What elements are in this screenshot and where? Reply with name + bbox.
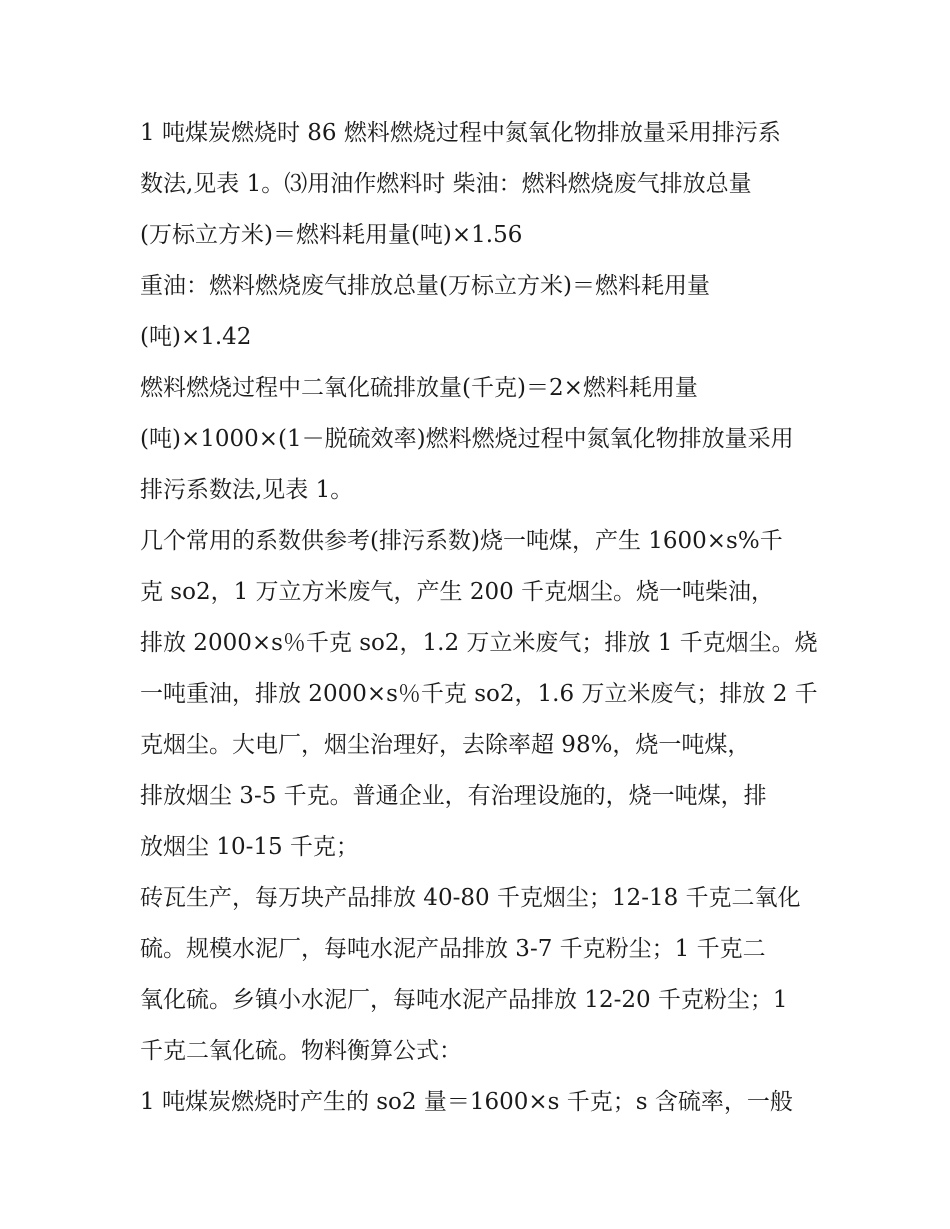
text-line: (万标立方米)＝燃料耗用量(吨)×1.56 [140,222,523,248]
text-line: 硫。规模水泥厂，每吨水泥产品排放 3-7 千克粉尘；1 千克二 [140,936,766,962]
text-line: 排放烟尘 3-5 千克。普通企业，有治理设施的，烧一吨煤，排 [140,783,767,809]
text-line: 排放 2000×s％千克 so2，1.2 万立米废气；排放 1 千克烟尘。烧 [140,630,818,656]
text-line: 氧化硫。乡镇小水泥厂，每吨水泥产品排放 12-20 千克粉尘；1 [140,987,788,1013]
text-line: 砖瓦生产，每万块产品排放 40-80 千克烟尘；12-18 千克二氧化 [140,885,801,911]
text-line: 1 吨煤炭燃烧时 86 燃料燃烧过程中氮氧化物排放量采用排污系 [140,120,781,146]
text-line: (吨)×1000×(1－脱硫效率)燃料燃烧过程中氮氧化物排放量采用 [140,426,794,452]
text-line: 1 吨煤炭燃烧时产生的 so2 量＝1600×s 千克；s 含硫率，一般 [140,1089,793,1115]
text-line: 数法,见表 1。⑶用油作燃料时 柴油：燃料燃烧废气排放总量 [140,171,752,197]
text-line: (吨)×1.42 [140,324,252,350]
text-line: 放烟尘 10-15 千克； [140,834,359,860]
text-line: 克 so2，1 万立方米废气，产生 200 千克烟尘。烧一吨柴油， [140,579,775,605]
text-line: 千克二氧化硫。物料衡算公式： [140,1038,462,1064]
text-line: 几个常用的系数供参考(排污系数)烧一吨煤，产生 1600×s%千 [140,528,783,554]
text-line: 燃料燃烧过程中二氧化硫排放量(千克)＝2×燃料耗用量 [140,375,698,401]
text-line: 重油：燃料燃烧废气排放总量(万标立方米)＝燃料耗用量 [140,273,710,299]
text-line: 排污系数法,见表 1。 [140,477,354,503]
text-line: 克烟尘。大电厂，烟尘治理好，去除率超 98%，烧一吨煤， [140,732,751,758]
document-body [140,108,820,1128]
text-line: 一吨重油，排放 2000×s％千克 so2，1.6 万立米废气；排放 2 千 [140,681,818,707]
